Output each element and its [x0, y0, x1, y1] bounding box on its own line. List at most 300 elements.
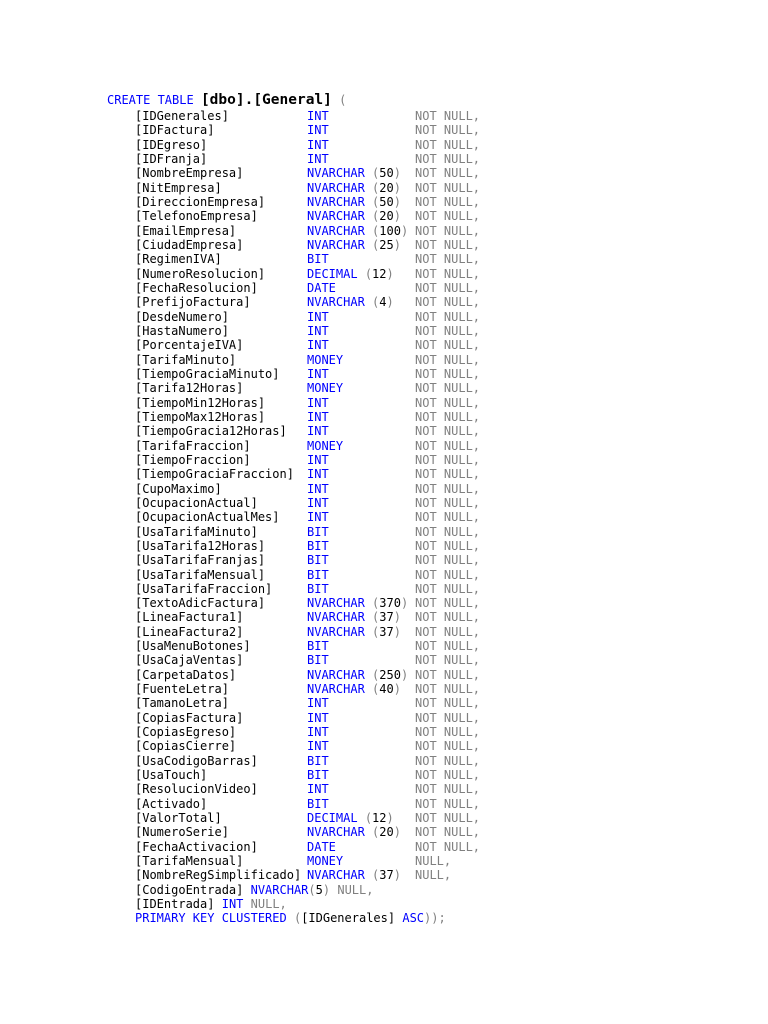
column-type-group	[307, 482, 329, 496]
column-type: BIT	[307, 567, 329, 582]
column-name: [IDGenerales]	[135, 109, 229, 123]
column-size: 370	[379, 596, 401, 611]
column-null: NOT NULL,	[415, 137, 481, 152]
column-type: NVARCHAR	[307, 223, 365, 238]
column-size: 12	[372, 266, 387, 281]
column-name: [LineaFactura1]	[135, 610, 244, 625]
column-type-group: NVARCHAR (50)	[307, 194, 401, 209]
column-type-group	[307, 396, 329, 410]
column-definition-row	[107, 854, 452, 869]
column-type: NVARCHAR	[307, 596, 365, 611]
column-null: NOT NULL,	[415, 323, 481, 338]
column-type-group: NVARCHAR (50)	[307, 166, 401, 181]
column-type: MONEY	[307, 854, 344, 869]
column-null: NOT NULL,	[415, 538, 481, 553]
column-null: NOT NULL,	[415, 266, 481, 281]
column-type-group	[307, 310, 329, 324]
column-definition-row	[107, 610, 481, 625]
column-definition-row	[107, 567, 481, 582]
column-definition-row	[107, 409, 481, 424]
column-type-group: NVARCHAR (37)	[307, 868, 401, 883]
column-type-group	[307, 739, 329, 753]
column-null: NOT NULL,	[415, 366, 481, 381]
column-name: [HastaNumero]	[135, 323, 229, 338]
column-type-group	[307, 424, 329, 438]
column-type: INT	[307, 739, 329, 754]
inline-column-line: [CodigoEntrada] NVARCHAR(5) NULL,	[135, 882, 374, 897]
column-type: INT	[307, 309, 329, 324]
column-type-group	[307, 496, 329, 510]
column-type: MONEY	[307, 381, 344, 396]
column-definition-row	[107, 395, 481, 410]
column-name: [CopiasCierre]	[135, 739, 237, 754]
column-definition-row	[107, 782, 481, 797]
column-name: [IDEgreso]	[135, 137, 208, 152]
column-name: [TiempoGraciaMinuto]	[135, 366, 280, 381]
column-definition-row	[107, 424, 481, 439]
column-type-group: NVARCHAR (370)	[307, 596, 409, 611]
column-definition-row	[107, 796, 481, 811]
column-definition-row	[107, 438, 481, 453]
column-name: [DireccionEmpresa]	[135, 194, 266, 209]
column-name: [ResolucionVideo]	[135, 782, 258, 797]
column-type-group	[307, 367, 329, 381]
column-definition-row	[107, 710, 481, 725]
column-definition-row	[107, 868, 452, 883]
column-name: [TiempoMax12Horas]	[135, 409, 266, 424]
column-null: NOT NULL,	[415, 467, 481, 482]
column-definition-row	[107, 266, 481, 281]
column-type-group: NVARCHAR (20)	[307, 209, 401, 224]
column-definition-row	[107, 237, 481, 252]
column-type-group: NVARCHAR (37)	[307, 624, 401, 639]
column-type: BIT	[307, 252, 329, 267]
column-definition-row	[107, 524, 481, 539]
column-null: NOT NULL,	[415, 696, 481, 711]
column-definition-row	[107, 739, 481, 754]
column-null: NOT NULL,	[415, 768, 481, 783]
column-type: DATE	[307, 839, 336, 854]
column-type-group	[307, 568, 329, 582]
column-name: [NumeroSerie]	[135, 825, 229, 840]
column-type: NVARCHAR	[307, 166, 365, 181]
column-type: BIT	[307, 581, 329, 596]
column-name: [IDEntrada]	[135, 897, 215, 912]
column-name: [CarpetaDatos]	[135, 667, 237, 682]
column-type: INT	[307, 109, 329, 123]
column-size: 100	[379, 223, 401, 238]
column-definition-row	[107, 667, 481, 682]
column-name: [OcupacionActual]	[135, 495, 258, 510]
column-null: NOT NULL,	[415, 610, 481, 625]
column-type-group	[307, 797, 329, 811]
column-type-group	[307, 467, 329, 481]
column-name: [UsaTarifaMensual]	[135, 567, 266, 582]
column-type: NVARCHAR	[307, 825, 365, 840]
column-null: NOT NULL,	[415, 252, 481, 267]
column-name: [NumeroResolucion]	[135, 266, 266, 281]
column-name: [Activado]	[135, 796, 208, 811]
column-type-group	[307, 353, 343, 367]
column-name: [UsaTarifaMinuto]	[135, 524, 258, 539]
column-definition-row	[107, 223, 481, 238]
column-definition-row	[107, 481, 481, 496]
column-definition-row	[107, 696, 481, 711]
column-type: BIT	[307, 524, 329, 539]
column-name: [TiempoFraccion]	[135, 452, 251, 467]
column-definition-row	[107, 338, 481, 353]
column-type: INT	[307, 467, 329, 482]
column-definition-row	[107, 280, 481, 295]
column-definition-row	[107, 753, 481, 768]
column-type-group	[307, 754, 329, 768]
column-type: INT	[307, 495, 329, 510]
column-name: [TarifaFraccion]	[135, 438, 251, 453]
column-size: 20	[379, 180, 394, 195]
column-null: NOT NULL,	[415, 782, 481, 797]
column-size: 250	[379, 667, 401, 682]
column-type: BIT	[307, 768, 329, 783]
column-type: INT	[307, 151, 329, 166]
column-null: NOT NULL,	[415, 710, 481, 725]
column-type-group	[307, 768, 329, 782]
column-name: [TamanoLetra]	[135, 696, 229, 711]
column-type-group	[307, 696, 329, 710]
column-definition-row	[107, 109, 481, 123]
open-paren: (	[339, 93, 347, 107]
column-type-group	[307, 123, 329, 137]
column-null: NOT NULL,	[415, 596, 481, 611]
column-name: [CiudadEmpresa]	[135, 237, 244, 252]
column-null: NOT NULL,	[415, 553, 481, 568]
column-type: BIT	[307, 796, 329, 811]
column-type: NVARCHAR	[307, 624, 365, 639]
column-definition-row	[107, 624, 481, 639]
column-type: BIT	[307, 639, 329, 654]
column-type-group	[307, 138, 329, 152]
column-size: 25	[379, 237, 394, 252]
column-type: INT	[307, 395, 329, 410]
column-type: NVARCHAR	[307, 180, 365, 195]
column-definition-row	[107, 452, 481, 467]
column-type-group	[307, 410, 329, 424]
column-definition-row	[107, 381, 481, 396]
column-name: [TarifaMensual]	[135, 854, 244, 869]
column-type: INT	[307, 696, 329, 711]
column-null: NULL,	[415, 854, 452, 869]
column-type: INT	[307, 725, 329, 740]
column-type-group	[307, 453, 329, 467]
column-type-group: DECIMAL (12)	[307, 811, 394, 826]
column-name: [CopiasFactura]	[135, 710, 244, 725]
column-name: [FechaActivacion]	[135, 839, 258, 854]
column-type: INT	[307, 424, 329, 439]
create-table-line	[107, 91, 346, 109]
sort-order: ASC	[402, 911, 425, 926]
column-type: INT	[307, 409, 329, 424]
column-null: NOT NULL,	[415, 581, 481, 596]
column-type: INT	[307, 137, 329, 152]
column-null: NULL,	[250, 897, 287, 912]
column-size: 5	[315, 882, 323, 897]
column-null: NOT NULL,	[415, 424, 481, 439]
column-null: NOT NULL,	[415, 237, 481, 252]
column-name: [TelefonoEmpresa]	[135, 209, 258, 224]
column-null: NOT NULL,	[415, 510, 481, 525]
column-type-group: NVARCHAR (20)	[307, 825, 401, 840]
column-definition-row	[107, 467, 481, 482]
primary-key-line: PRIMARY KEY CLUSTERED ([IDGenerales] ASC));	[135, 911, 446, 926]
column-null: NOT NULL,	[415, 438, 481, 453]
column-type: DECIMAL	[307, 811, 358, 826]
column-definition-row	[107, 194, 481, 209]
column-type: DATE	[307, 280, 336, 295]
column-name: [PrefijoFactura]	[135, 295, 251, 310]
column-type: INT	[307, 338, 329, 353]
column-type: INT	[307, 366, 329, 381]
column-null: NOT NULL,	[415, 280, 481, 295]
inline-column-line	[107, 897, 346, 911]
column-name: [FechaResolucion]	[135, 280, 258, 295]
column-definition-row	[107, 839, 481, 854]
column-null: NOT NULL,	[415, 295, 481, 310]
column-definition-row	[107, 510, 481, 525]
column-definition-row	[107, 825, 481, 840]
column-size: 12	[372, 811, 387, 826]
column-null: NULL,	[415, 868, 452, 883]
column-null: NOT NULL,	[415, 166, 481, 181]
column-type: NVARCHAR	[307, 610, 365, 625]
column-null: NOT NULL,	[415, 151, 481, 166]
column-definition-row	[107, 366, 481, 381]
column-type-group	[307, 639, 329, 653]
column-null: NOT NULL,	[415, 725, 481, 740]
column-name: [CupoMaximo]	[135, 481, 222, 496]
column-size: 20	[379, 825, 394, 840]
column-name: [UsaCodigoBarras]	[135, 753, 258, 768]
column-null: NOT NULL,	[415, 194, 481, 209]
column-name: [TiempoMin12Horas]	[135, 395, 266, 410]
column-type-group	[307, 510, 329, 524]
column-type: INT	[307, 452, 329, 467]
column-type: NVARCHAR	[307, 194, 365, 209]
column-type-group	[307, 553, 329, 567]
column-definition-row	[107, 768, 481, 783]
column-type-group	[307, 338, 329, 352]
column-type: BIT	[307, 653, 329, 668]
column-type-group	[307, 725, 329, 739]
column-definition-row	[107, 137, 481, 152]
column-type: BIT	[307, 753, 329, 768]
column-name: [DesdeNumero]	[135, 309, 229, 324]
column-null: NOT NULL,	[415, 811, 481, 826]
column-null: NOT NULL,	[415, 739, 481, 754]
column-type-group	[307, 439, 343, 453]
column-type-group	[307, 539, 329, 553]
column-type: MONEY	[307, 438, 344, 453]
column-name: [NombreEmpresa]	[135, 166, 244, 181]
column-definition-row	[107, 682, 481, 697]
column-null: NOT NULL,	[415, 338, 481, 353]
column-name: [CopiasEgreso]	[135, 725, 237, 740]
column-definition-row	[107, 352, 481, 367]
column-size: 50	[379, 166, 394, 181]
column-name: [IDFranja]	[135, 151, 208, 166]
column-null: NOT NULL,	[415, 839, 481, 854]
column-size: 40	[379, 682, 394, 697]
column-null: NOT NULL,	[415, 825, 481, 840]
column-null: NOT NULL,	[415, 180, 481, 195]
column-name: [UsaMenuBotones]	[135, 639, 251, 654]
column-type: NVARCHAR	[307, 868, 365, 883]
column-null: NOT NULL,	[415, 452, 481, 467]
column-definition-row	[107, 309, 481, 324]
column-size: 37	[379, 610, 394, 625]
column-type: NVARCHAR	[307, 682, 365, 697]
column-size: 4	[379, 295, 387, 310]
column-type-group	[307, 252, 329, 266]
column-type: INT	[307, 710, 329, 725]
column-type-group: NVARCHAR (37)	[307, 610, 401, 625]
column-name: [PorcentajeIVA]	[135, 338, 244, 353]
column-null: NOT NULL,	[415, 753, 481, 768]
column-null: NOT NULL,	[415, 624, 481, 639]
column-definition-row	[107, 166, 481, 181]
column-null: NOT NULL,	[415, 123, 481, 138]
column-null: NOT NULL,	[415, 209, 481, 224]
column-name: [NombreRegSimplificado]	[135, 868, 302, 883]
column-definition-row	[107, 538, 481, 553]
column-name: [IDFactura]	[135, 123, 215, 138]
column-type: INT	[307, 123, 329, 138]
column-definition-row	[107, 323, 481, 338]
column-definition-row	[107, 553, 481, 568]
column-type-group: DECIMAL (12)	[307, 266, 394, 281]
column-name: [UsaTarifa12Horas]	[135, 538, 266, 553]
column-null: NOT NULL,	[415, 639, 481, 654]
column-null: NULL,	[337, 882, 374, 897]
column-name: [Tarifa12Horas]	[135, 381, 244, 396]
column-name: [TextoAdicFactura]	[135, 596, 266, 611]
column-type: MONEY	[307, 352, 344, 367]
column-type-group	[307, 782, 329, 796]
column-definition-row	[107, 653, 481, 668]
column-definition-row	[107, 495, 481, 510]
column-definition-row	[107, 180, 481, 195]
column-name: [UsaTarifaFraccion]	[135, 581, 273, 596]
column-name: [FuenteLetra]	[135, 682, 229, 697]
column-type: DECIMAL	[307, 266, 358, 281]
column-type-group	[307, 381, 343, 395]
column-null: NOT NULL,	[415, 109, 481, 123]
column-null: NOT NULL,	[415, 352, 481, 367]
column-type-group: NVARCHAR (4)	[307, 295, 394, 310]
column-null: NOT NULL,	[415, 409, 481, 424]
column-definition-row	[107, 295, 481, 310]
column-name: [TiempoGracia12Horas]	[135, 424, 287, 439]
column-null: NOT NULL,	[415, 495, 481, 510]
column-type-group: NVARCHAR (20)	[307, 180, 401, 195]
column-null: NOT NULL,	[415, 381, 481, 396]
primary-key-keyword: PRIMARY KEY CLUSTERED	[135, 911, 287, 926]
column-name: [ValorTotal]	[135, 811, 222, 826]
column-type: INT	[307, 782, 329, 797]
column-definition-row	[107, 811, 481, 826]
column-type: INT	[221, 897, 244, 912]
column-type-group: NVARCHAR (25)	[307, 237, 401, 252]
column-null: NOT NULL,	[415, 796, 481, 811]
column-type-group	[307, 281, 336, 295]
column-definition-row	[107, 252, 481, 267]
column-type-group	[307, 653, 329, 667]
column-definition-row	[107, 123, 481, 138]
column-null: NOT NULL,	[415, 223, 481, 238]
column-definition-row	[107, 151, 481, 166]
column-type-group	[307, 582, 329, 596]
column-size: 20	[379, 209, 394, 224]
sql-code-block	[107, 91, 481, 926]
column-type-group	[307, 854, 343, 868]
column-name: [EmailEmpresa]	[135, 223, 237, 238]
create-table-keyword: CREATE TABLE	[107, 93, 194, 107]
column-name: [LineaFactura2]	[135, 624, 244, 639]
column-name: [OcupacionActualMes]	[135, 510, 280, 525]
column-type: BIT	[307, 538, 329, 553]
column-size: 37	[379, 624, 394, 639]
column-definition-row	[107, 639, 481, 654]
column-type-group	[307, 109, 329, 123]
column-type: NVARCHAR	[307, 237, 365, 252]
column-name: [TarifaMinuto]	[135, 352, 237, 367]
column-name: [RegimenIVA]	[135, 252, 222, 267]
column-type-group	[307, 324, 329, 338]
column-type-group	[307, 840, 336, 854]
column-type-group	[307, 152, 329, 166]
column-name: [NitEmpresa]	[135, 180, 222, 195]
column-definition-row	[107, 581, 481, 596]
column-size: 37	[379, 868, 394, 883]
column-size: 50	[379, 194, 394, 209]
column-type: BIT	[307, 553, 329, 568]
column-type: INT	[307, 323, 329, 338]
column-null: NOT NULL,	[415, 682, 481, 697]
column-definition-row	[107, 209, 481, 224]
column-type: NVARCHAR	[250, 882, 309, 897]
column-null: NOT NULL,	[415, 667, 481, 682]
column-name: [UsaTouch]	[135, 768, 208, 783]
column-type: INT	[307, 510, 329, 525]
primary-key-column: [IDGenerales]	[301, 911, 396, 926]
column-type-group: NVARCHAR (250)	[307, 667, 409, 682]
column-type: NVARCHAR	[307, 209, 365, 224]
column-null: NOT NULL,	[415, 653, 481, 668]
column-type: INT	[307, 481, 329, 496]
column-definition-row	[107, 596, 481, 611]
table-name: [dbo].[General]	[200, 92, 332, 108]
column-type-group	[307, 711, 329, 725]
column-type-group: NVARCHAR (40)	[307, 682, 401, 697]
column-name: [TiempoGraciaFraccion]	[135, 467, 294, 482]
column-name: [CodigoEntrada]	[135, 882, 244, 897]
column-definitions	[107, 109, 481, 883]
column-null: NOT NULL,	[415, 567, 481, 582]
column-type: NVARCHAR	[307, 667, 365, 682]
column-null: NOT NULL,	[415, 524, 481, 539]
column-type-group: NVARCHAR (100)	[307, 223, 409, 238]
column-name: [UsaTarifaFranjas]	[135, 553, 266, 568]
column-type-group	[307, 525, 329, 539]
column-null: NOT NULL,	[415, 309, 481, 324]
